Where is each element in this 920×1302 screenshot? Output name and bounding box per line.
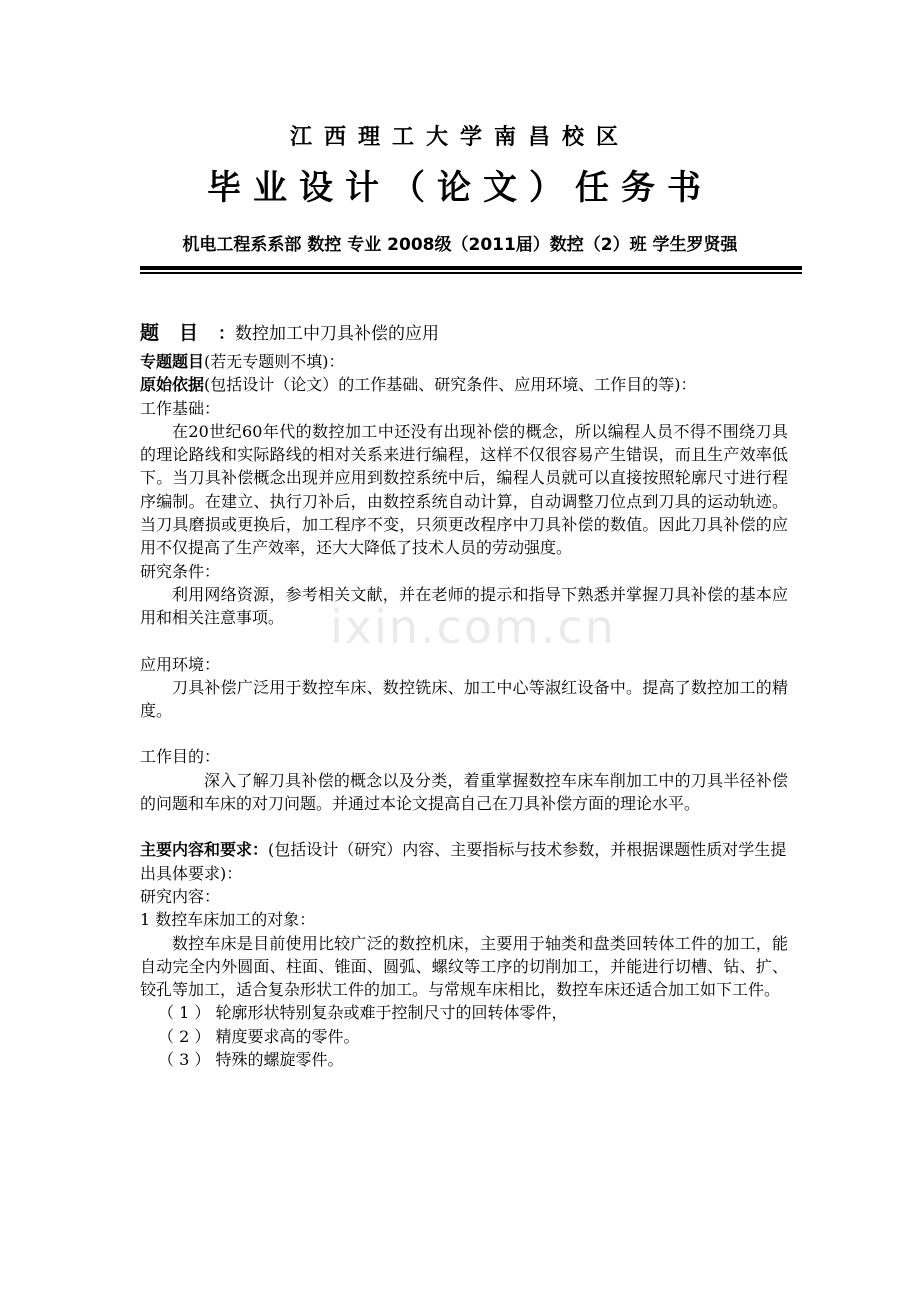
goal-text: 深入了解刀具补偿的概念以及分类，着重掌握数控车床车削加工中的刀具半径补偿的问题和车床的对刀问题。并通过本论文提高自己在刀具补偿方面的理论水平。: [140, 770, 788, 814]
basis-note: (包括设计（论文）的工作基础、研究条件、应用环境、工作目的等)：: [204, 375, 697, 395]
topic-value: 数控加工中刀具补偿的应用: [235, 324, 440, 344]
goal-label: 工作目的：: [140, 747, 221, 767]
header-rule-thin: [140, 272, 802, 274]
list-item: （ 2 ） 精度要求高的零件。: [158, 1026, 360, 1046]
list-item: （ 3 ） 特殊的螺旋零件。: [158, 1050, 344, 1070]
basis-label: 原始依据: [140, 375, 205, 395]
document-title: 毕业设计（论文）任务书: [207, 168, 713, 208]
topic-colon: ：: [218, 324, 236, 344]
spacer: [140, 630, 788, 653]
basis-line: [140, 373, 788, 396]
special-topic-note: (若无专题则不填)：: [204, 352, 345, 371]
topic-label: 题目: [140, 322, 219, 344]
document-body: [140, 350, 788, 1071]
special-topic-line: [140, 350, 788, 373]
spacer: [140, 722, 788, 745]
conditions-label: 研究条件：: [140, 561, 221, 581]
environment-text: 刀具补偿广泛用于数控车床、数控铣床、加工中心等淑红设备中。提高了数控加工的精度。: [140, 677, 788, 721]
main-content-line: [140, 838, 788, 885]
conditions-text: 利用网络资源，参考相关文献，并在老师的提示和指导下熟悉并掌握刀具补偿的基本应用和相关注意事项。: [140, 584, 788, 628]
work-basis-label: 工作基础：: [140, 398, 221, 418]
workpiece-list: [140, 1001, 788, 1071]
item1-title: 1 数控车床加工的对象：: [140, 910, 316, 930]
environment-label: 应用环境：: [140, 654, 221, 674]
topic-line: [140, 318, 439, 345]
school-name: 江西理工大学南昌校区: [289, 125, 630, 150]
header-rule-thick: [140, 266, 802, 270]
special-topic-label: 专题题目: [140, 352, 205, 371]
list-item: （ 1 ） 轮廓形状特别复杂或难于控制尺寸的回转体零件，: [158, 1003, 568, 1023]
main-content-label: 主要内容和要求：: [140, 840, 269, 860]
item1-text: 数控车床是目前使用比较广泛的数控机床，主要用于轴类和盘类回转体工件的加工，能自动完全内外圆面、柱面、锥面、圆弧、螺纹等工序的切削加工，并能进行切槽、钻、扩、铰孔等加工，适合复杂形状工件的加工。与常规车床相比，数控车床还适合加工如下工件。: [140, 933, 788, 1000]
work-basis-text: 在20世纪60年代的数控加工中还没有出现补偿的概念，所以编程人员不得不围绕刀具的理论路线和实际路线的相对关系来进行编程，这样不仅很容易产生错误，而且生产效率低下。当刀具补偿概念出现并应用到数控系统中后，编程人员就可以直接按照轮廓尺寸进行程序编制。在建立、执行刀补后，由数控系统自动计算，自动调整刀位点到刀具的运动轨迹。当刀具磨损或更换后，加工程序不变，只须更改程序中刀具补偿的数值。因此刀具补偿的应用不仅提高了生产效率，还大大降低了技术人员的劳动强度。: [140, 421, 788, 558]
research-content-label: 研究内容：: [140, 886, 221, 906]
spacer: [140, 815, 788, 838]
student-info-line: 机电工程系系部 数控 专业 2008级（2011届）数控（2）班 学生罗贤强: [182, 235, 738, 255]
watermark: ixin.com.cn: [330, 600, 616, 654]
main-content-note: (包括设计（研究）内容、主要指标与技术参数，并根据课题性质对学生提出具体要求)：: [140, 840, 787, 883]
